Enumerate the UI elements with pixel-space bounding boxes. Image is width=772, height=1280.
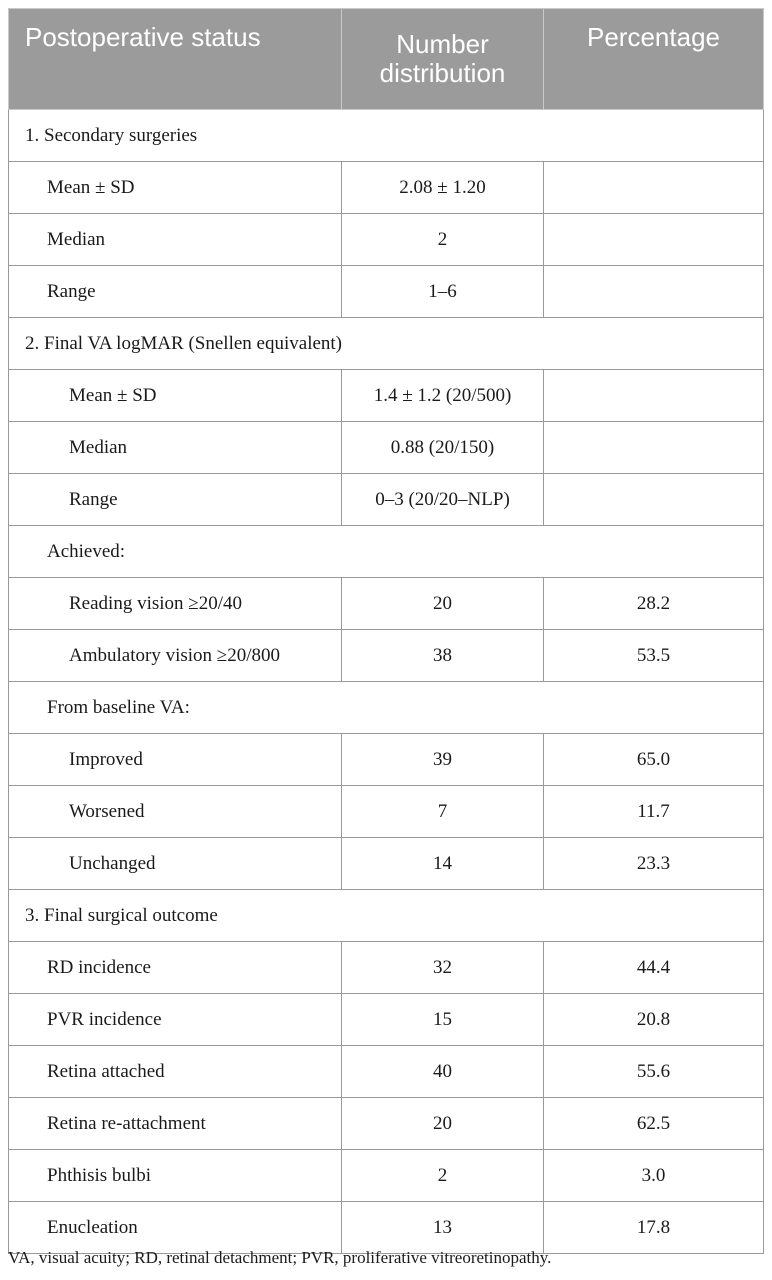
table-row — [9, 838, 764, 890]
section-label: 1. Secondary surgeries — [9, 110, 764, 162]
section-label: 3. Final surgical outcome — [9, 890, 764, 942]
row-label: Ambulatory vision ≥20/800 — [9, 630, 342, 682]
number-cell: 20 — [342, 1098, 544, 1150]
row-label: Range — [9, 266, 342, 318]
table-row — [9, 942, 764, 994]
percentage-cell: 55.6 — [544, 1046, 764, 1098]
table-row — [9, 370, 764, 422]
table-row — [9, 890, 764, 942]
percentage-cell — [544, 214, 764, 266]
percentage-cell — [544, 422, 764, 474]
percentage-cell — [544, 162, 764, 214]
header-number-line1: Number — [396, 29, 489, 59]
number-cell: 32 — [342, 942, 544, 994]
number-cell: 7 — [342, 786, 544, 838]
number-cell: 20 — [342, 578, 544, 630]
row-label: Retina re-attachment — [9, 1098, 342, 1150]
percentage-cell: 53.5 — [544, 630, 764, 682]
percentage-cell — [544, 370, 764, 422]
table-row — [9, 994, 764, 1046]
table-footnote: VA, visual acuity; RD, retinal detachment; PVR, proliferative vitreoretinopathy. — [8, 1248, 552, 1267]
row-label: Retina attached — [9, 1046, 342, 1098]
number-cell: 38 — [342, 630, 544, 682]
table-row — [9, 630, 764, 682]
percentage-cell: 20.8 — [544, 994, 764, 1046]
table-row — [9, 578, 764, 630]
row-label: Reading vision ≥20/40 — [9, 578, 342, 630]
table-row — [9, 734, 764, 786]
table-row — [9, 474, 764, 526]
percentage-cell: 44.4 — [544, 942, 764, 994]
table-row — [9, 422, 764, 474]
percentage-cell: 3.0 — [544, 1150, 764, 1202]
row-label: Range — [9, 474, 342, 526]
row-label: Median — [9, 422, 342, 474]
number-cell: 13 — [342, 1202, 544, 1254]
table-row — [9, 1202, 764, 1254]
percentage-cell: 62.5 — [544, 1098, 764, 1150]
number-cell: 1–6 — [342, 266, 544, 318]
table-row — [9, 318, 764, 370]
section-label: 2. Final VA logMAR (Snellen equivalent) — [9, 318, 764, 370]
number-cell: 2 — [342, 1150, 544, 1202]
number-cell: 0.88 (20/150) — [342, 422, 544, 474]
number-cell: 2 — [342, 214, 544, 266]
header-row — [9, 9, 764, 110]
number-cell: 0–3 (20/20–NLP) — [342, 474, 544, 526]
table-row — [9, 110, 764, 162]
table-row — [9, 1046, 764, 1098]
percentage-cell: 28.2 — [544, 578, 764, 630]
row-label: PVR incidence — [9, 994, 342, 1046]
header-number-distribution — [342, 9, 544, 110]
table-row — [9, 266, 764, 318]
table-row — [9, 786, 764, 838]
row-label: Worsened — [9, 786, 342, 838]
row-label: Mean ± SD — [9, 162, 342, 214]
group-label: From baseline VA: — [9, 682, 764, 734]
postoperative-status-table — [8, 8, 764, 1254]
table-row — [9, 214, 764, 266]
number-cell: 1.4 ± 1.2 (20/500) — [342, 370, 544, 422]
row-label: Phthisis bulbi — [9, 1150, 342, 1202]
table-body — [9, 110, 764, 1254]
number-cell: 2.08 ± 1.20 — [342, 162, 544, 214]
percentage-cell: 17.8 — [544, 1202, 764, 1254]
table-row — [9, 526, 764, 578]
number-cell: 14 — [342, 838, 544, 890]
percentage-cell: 11.7 — [544, 786, 764, 838]
row-label: Enucleation — [9, 1202, 342, 1254]
header-postoperative-status: Postoperative status — [9, 9, 342, 110]
number-cell: 39 — [342, 734, 544, 786]
table-row — [9, 1098, 764, 1150]
percentage-cell — [544, 474, 764, 526]
percentage-cell: 65.0 — [544, 734, 764, 786]
row-label: Improved — [9, 734, 342, 786]
row-label: Mean ± SD — [9, 370, 342, 422]
number-cell: 40 — [342, 1046, 544, 1098]
row-label: Median — [9, 214, 342, 266]
table-row — [9, 162, 764, 214]
header-number-line2: distribution — [379, 58, 506, 88]
group-label: Achieved: — [9, 526, 764, 578]
percentage-cell: 23.3 — [544, 838, 764, 890]
percentage-cell — [544, 266, 764, 318]
header-percentage: Percentage — [544, 9, 764, 110]
table-row — [9, 682, 764, 734]
row-label: RD incidence — [9, 942, 342, 994]
number-cell: 15 — [342, 994, 544, 1046]
table-row — [9, 1150, 764, 1202]
row-label: Unchanged — [9, 838, 342, 890]
